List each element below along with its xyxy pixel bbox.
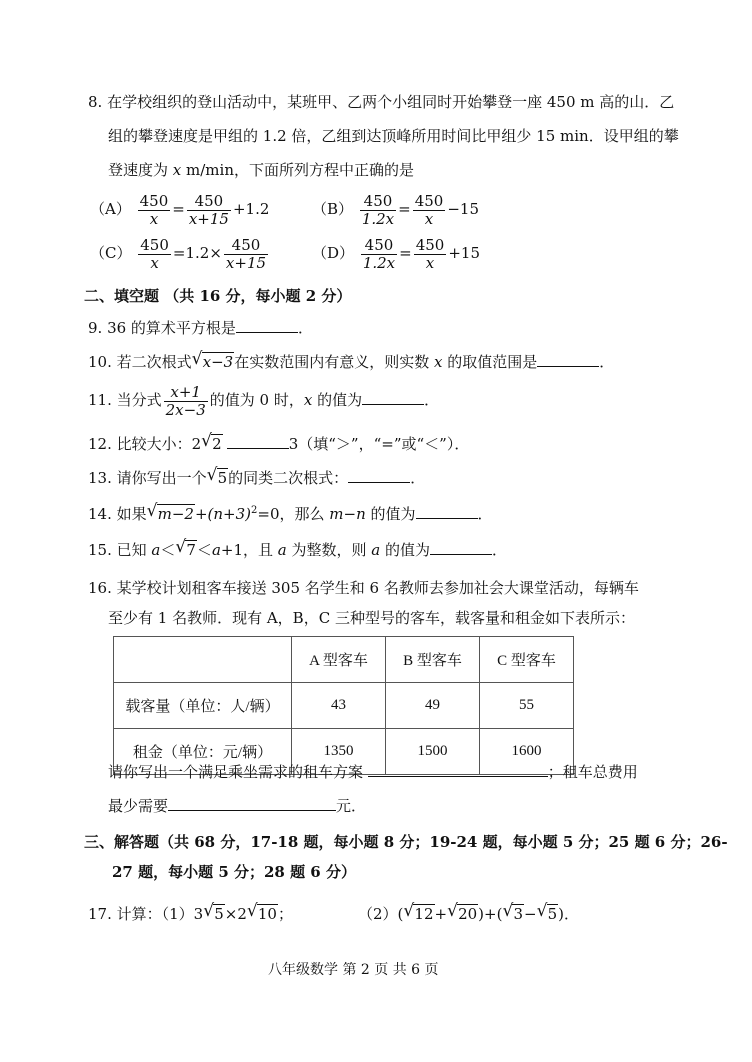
period: ． [424, 391, 440, 409]
rental-table [113, 636, 574, 775]
denominator: x [150, 253, 159, 272]
q11-text-c: 的值为 [312, 391, 363, 409]
answer-blank[interactable] [348, 468, 410, 483]
numerator: 450 [361, 237, 397, 255]
table-cell: 49 [386, 683, 480, 729]
q17-part2-text-a: （2）( [358, 905, 404, 923]
numerator: 450 [360, 193, 396, 211]
sqrt-expression [201, 431, 223, 454]
sqrt-expression [447, 901, 478, 924]
q13-text-a: 13. 请你写出一个 [88, 469, 207, 487]
q8-option-d [312, 234, 480, 272]
fraction [187, 193, 231, 228]
q15-text-d: 为整数，则 [286, 541, 372, 559]
q17-part2 [358, 901, 579, 924]
fraction [164, 384, 208, 419]
table-cell: 租金（单位：元/辆） [114, 729, 292, 775]
radical-sign: √ [203, 901, 215, 921]
denominator: x [425, 253, 435, 272]
table-cell: 1500 [386, 729, 480, 775]
term: −15 [447, 200, 480, 218]
table-row [114, 683, 574, 729]
table-header-cell [114, 637, 292, 683]
q16-text-c: 最少需要 [108, 797, 169, 815]
q9-text: 9. 36 的算术平方根是 [88, 319, 236, 337]
q15-text-e: 的值为 [380, 541, 431, 559]
plus-sign: + [434, 905, 448, 923]
q14 [88, 501, 493, 524]
answer-blank[interactable] [430, 540, 492, 555]
times-term: ×2 [224, 905, 247, 923]
table-header-cell: A 型客车 [292, 637, 386, 683]
sqrt-expression [175, 537, 197, 560]
radical-sign: √ [206, 465, 218, 485]
q11 [88, 380, 439, 420]
fraction [138, 237, 171, 272]
q16-line2: 至少有 1 名教师．现有 A，B，C 三种型号的客车，载客量和租金如下表所示： [108, 609, 635, 627]
term: +1.2 [232, 200, 270, 218]
semicolon: ； [277, 905, 293, 923]
answer-blank[interactable] [362, 390, 424, 405]
radical-sign: √ [175, 537, 187, 557]
radicand: 12 [414, 905, 434, 923]
q8-line3-a: 登速度为 [108, 161, 173, 179]
sqrt-expression [191, 349, 235, 372]
table-cell: 1600 [480, 729, 574, 775]
fraction [361, 237, 397, 272]
numerator: 450 [140, 235, 169, 254]
sqrt-expression [203, 901, 225, 924]
q17-text-a: 17. 计算：（1）3 [88, 905, 204, 923]
q16-text-b: ；租车总费用 [547, 763, 638, 781]
q15-text-a: 15. 已知 [88, 541, 152, 559]
sqrt-expression [502, 901, 524, 924]
variable: a [151, 541, 161, 559]
numerator: x+1 [164, 384, 208, 402]
answer-blank[interactable] [537, 352, 599, 367]
q8-line1: 8. 在学校组织的登山活动中，某班甲、乙两个小组同时开始攀登一座 450 m 高的山．乙 [88, 93, 675, 111]
q13 [88, 465, 426, 488]
q13-text-b: 的同类二次根式： [228, 469, 349, 487]
answer-blank[interactable] [227, 434, 289, 449]
table-cell: 55 [480, 683, 574, 729]
q15-text-c: +1，且 [220, 541, 278, 559]
denominator: 1.2x [361, 209, 395, 228]
radical-sign: √ [447, 901, 458, 921]
sqrt-expression [206, 465, 229, 488]
period: ． [477, 505, 493, 523]
equals-sign: = [398, 200, 411, 218]
q16-line3 [108, 762, 638, 782]
fraction [413, 193, 446, 228]
q14-text-a: 14. 如果 [88, 505, 147, 523]
numerator: 450 [414, 191, 444, 210]
denominator: 2x−3 [165, 400, 206, 419]
period: ． [492, 541, 508, 559]
answer-blank[interactable] [368, 762, 548, 777]
radicand: 5 [217, 469, 228, 487]
q16-text-d: 元． [336, 797, 367, 815]
q8-option-c [90, 234, 270, 272]
answer-blank[interactable] [236, 318, 298, 333]
numerator: 450 [139, 191, 169, 210]
term: 1.2× [185, 244, 222, 262]
denominator: 1.2x [362, 253, 396, 272]
q16-line4 [108, 796, 366, 816]
answer-blank[interactable] [168, 796, 336, 811]
q8-option-a [90, 190, 269, 228]
page-footer: 八年级数学 第 2 页 共 6 页 [268, 962, 439, 978]
variable: x [433, 353, 443, 371]
less-than: ＜ [160, 541, 176, 559]
option-label: （A） [90, 200, 131, 218]
exponent: 2 [251, 505, 258, 516]
option-label: （B） [312, 200, 354, 218]
radicand: 5 [547, 905, 558, 923]
radical-sign: √ [502, 901, 514, 921]
q8-option-b [312, 190, 479, 228]
table-cell: 载客量（单位：人/辆） [114, 683, 292, 729]
q8-line3-b: m/min，下面所列方程中正确的是 [181, 161, 414, 179]
variable: a [277, 541, 287, 559]
period: ． [599, 353, 615, 371]
answer-blank[interactable] [416, 504, 478, 519]
period: ． [297, 319, 313, 337]
q12-text-a: 12. 比较大小：2 [88, 435, 202, 453]
q16-line1: 16. 某学校计划租客车接送 305 名学生和 6 名教师去参加社会大课堂活动，每辆车 [88, 579, 639, 597]
radicand: x−3 [202, 353, 234, 371]
table-cell: 43 [292, 683, 386, 729]
q17 [88, 901, 293, 924]
denominator: x [149, 209, 159, 228]
radicand: 5 [214, 905, 224, 923]
q15 [88, 537, 508, 560]
q10 [88, 349, 615, 372]
section-3-heading-line1: 三、解答题（共 68 分，17-18 题，每小题 8 分；19-24 题，每小题 5 分；25 题 6 分；26- [84, 833, 728, 851]
radicand: 2 [212, 435, 222, 453]
q12 [88, 431, 470, 454]
q17-part2-text-e: )． [558, 905, 579, 923]
numerator: 450 [415, 235, 445, 254]
fraction [414, 237, 447, 272]
radicand: 3 [513, 905, 523, 923]
q14-text-e: 的值为 [365, 505, 416, 523]
sqrt-expression [403, 901, 434, 924]
q11-text-b: 的值为 0 时， [209, 391, 304, 409]
radicand: 10 [257, 905, 277, 923]
q10-text-c: 的取值范围是 [442, 353, 538, 371]
table-header-cell: C 型客车 [480, 637, 574, 683]
radical-sign: √ [201, 431, 213, 451]
fraction [224, 237, 268, 272]
section-3-heading-line2: 27 题，每小题 5 分；28 题 6 分） [112, 863, 356, 881]
variable: x [303, 391, 313, 409]
q17-part2-text-c: )+( [478, 905, 503, 923]
q16-text-a: 请你写出一个满足乘坐需求的租车方案 [108, 763, 368, 781]
q8-line2: 组的攀登速度是甲组的 1.2 倍，乙组到达顶峰所用时间比甲组少 15 min．设甲组的攀 [108, 127, 679, 145]
table-header-cell: B 型客车 [386, 637, 480, 683]
variable: a [371, 541, 381, 559]
q14-expression: +(n+3) [194, 505, 252, 523]
sqrt-expression [246, 901, 278, 924]
denominator: x+15 [225, 253, 267, 272]
q14-expression-mn: m−n [329, 505, 366, 523]
fraction [360, 193, 396, 228]
numerator: 450 [187, 193, 231, 211]
q8-line3-var: x [172, 161, 182, 179]
q12-text-b: 3（填“＞”，“=”或“＜”）． [288, 435, 470, 453]
term: +15 [448, 244, 481, 262]
variable: a [211, 541, 221, 559]
table-cell: 1350 [292, 729, 386, 775]
minus-sign: − [524, 905, 537, 923]
option-label: （D） [312, 244, 355, 262]
radical-sign: √ [146, 501, 158, 521]
fraction [138, 193, 171, 228]
radicand: 7 [186, 541, 196, 559]
radicand: 20 [458, 905, 478, 923]
q14-text-c: =0，那么 [257, 505, 330, 523]
radical-sign: √ [536, 901, 548, 921]
less-than: ＜ [196, 541, 212, 559]
numerator: 450 [224, 237, 268, 255]
equals-sign: = [172, 244, 186, 262]
period: ． [410, 469, 426, 487]
sqrt-expression [536, 901, 559, 924]
table-header-row [114, 637, 574, 683]
q9 [88, 318, 313, 338]
q8-line3 [108, 160, 414, 180]
q10-text-b: 在实数范围内有意义，则实数 [234, 353, 434, 371]
equals-sign: = [172, 200, 185, 218]
radical-sign: √ [403, 901, 415, 921]
denominator: x+15 [188, 209, 229, 228]
denominator: x [424, 209, 434, 228]
sqrt-expression [146, 501, 195, 524]
radical-sign: √ [191, 349, 203, 369]
section-2-heading: 二、填空题 （共 16 分，每小题 2 分） [84, 287, 352, 305]
radicand: m−2 [157, 505, 194, 523]
equals-sign: = [399, 244, 412, 262]
radical-sign: √ [246, 901, 258, 921]
option-label: （C） [90, 244, 132, 262]
q10-text-a: 10. 若二次根式 [88, 353, 192, 371]
q11-text-a: 11. 当分式 [88, 391, 162, 409]
